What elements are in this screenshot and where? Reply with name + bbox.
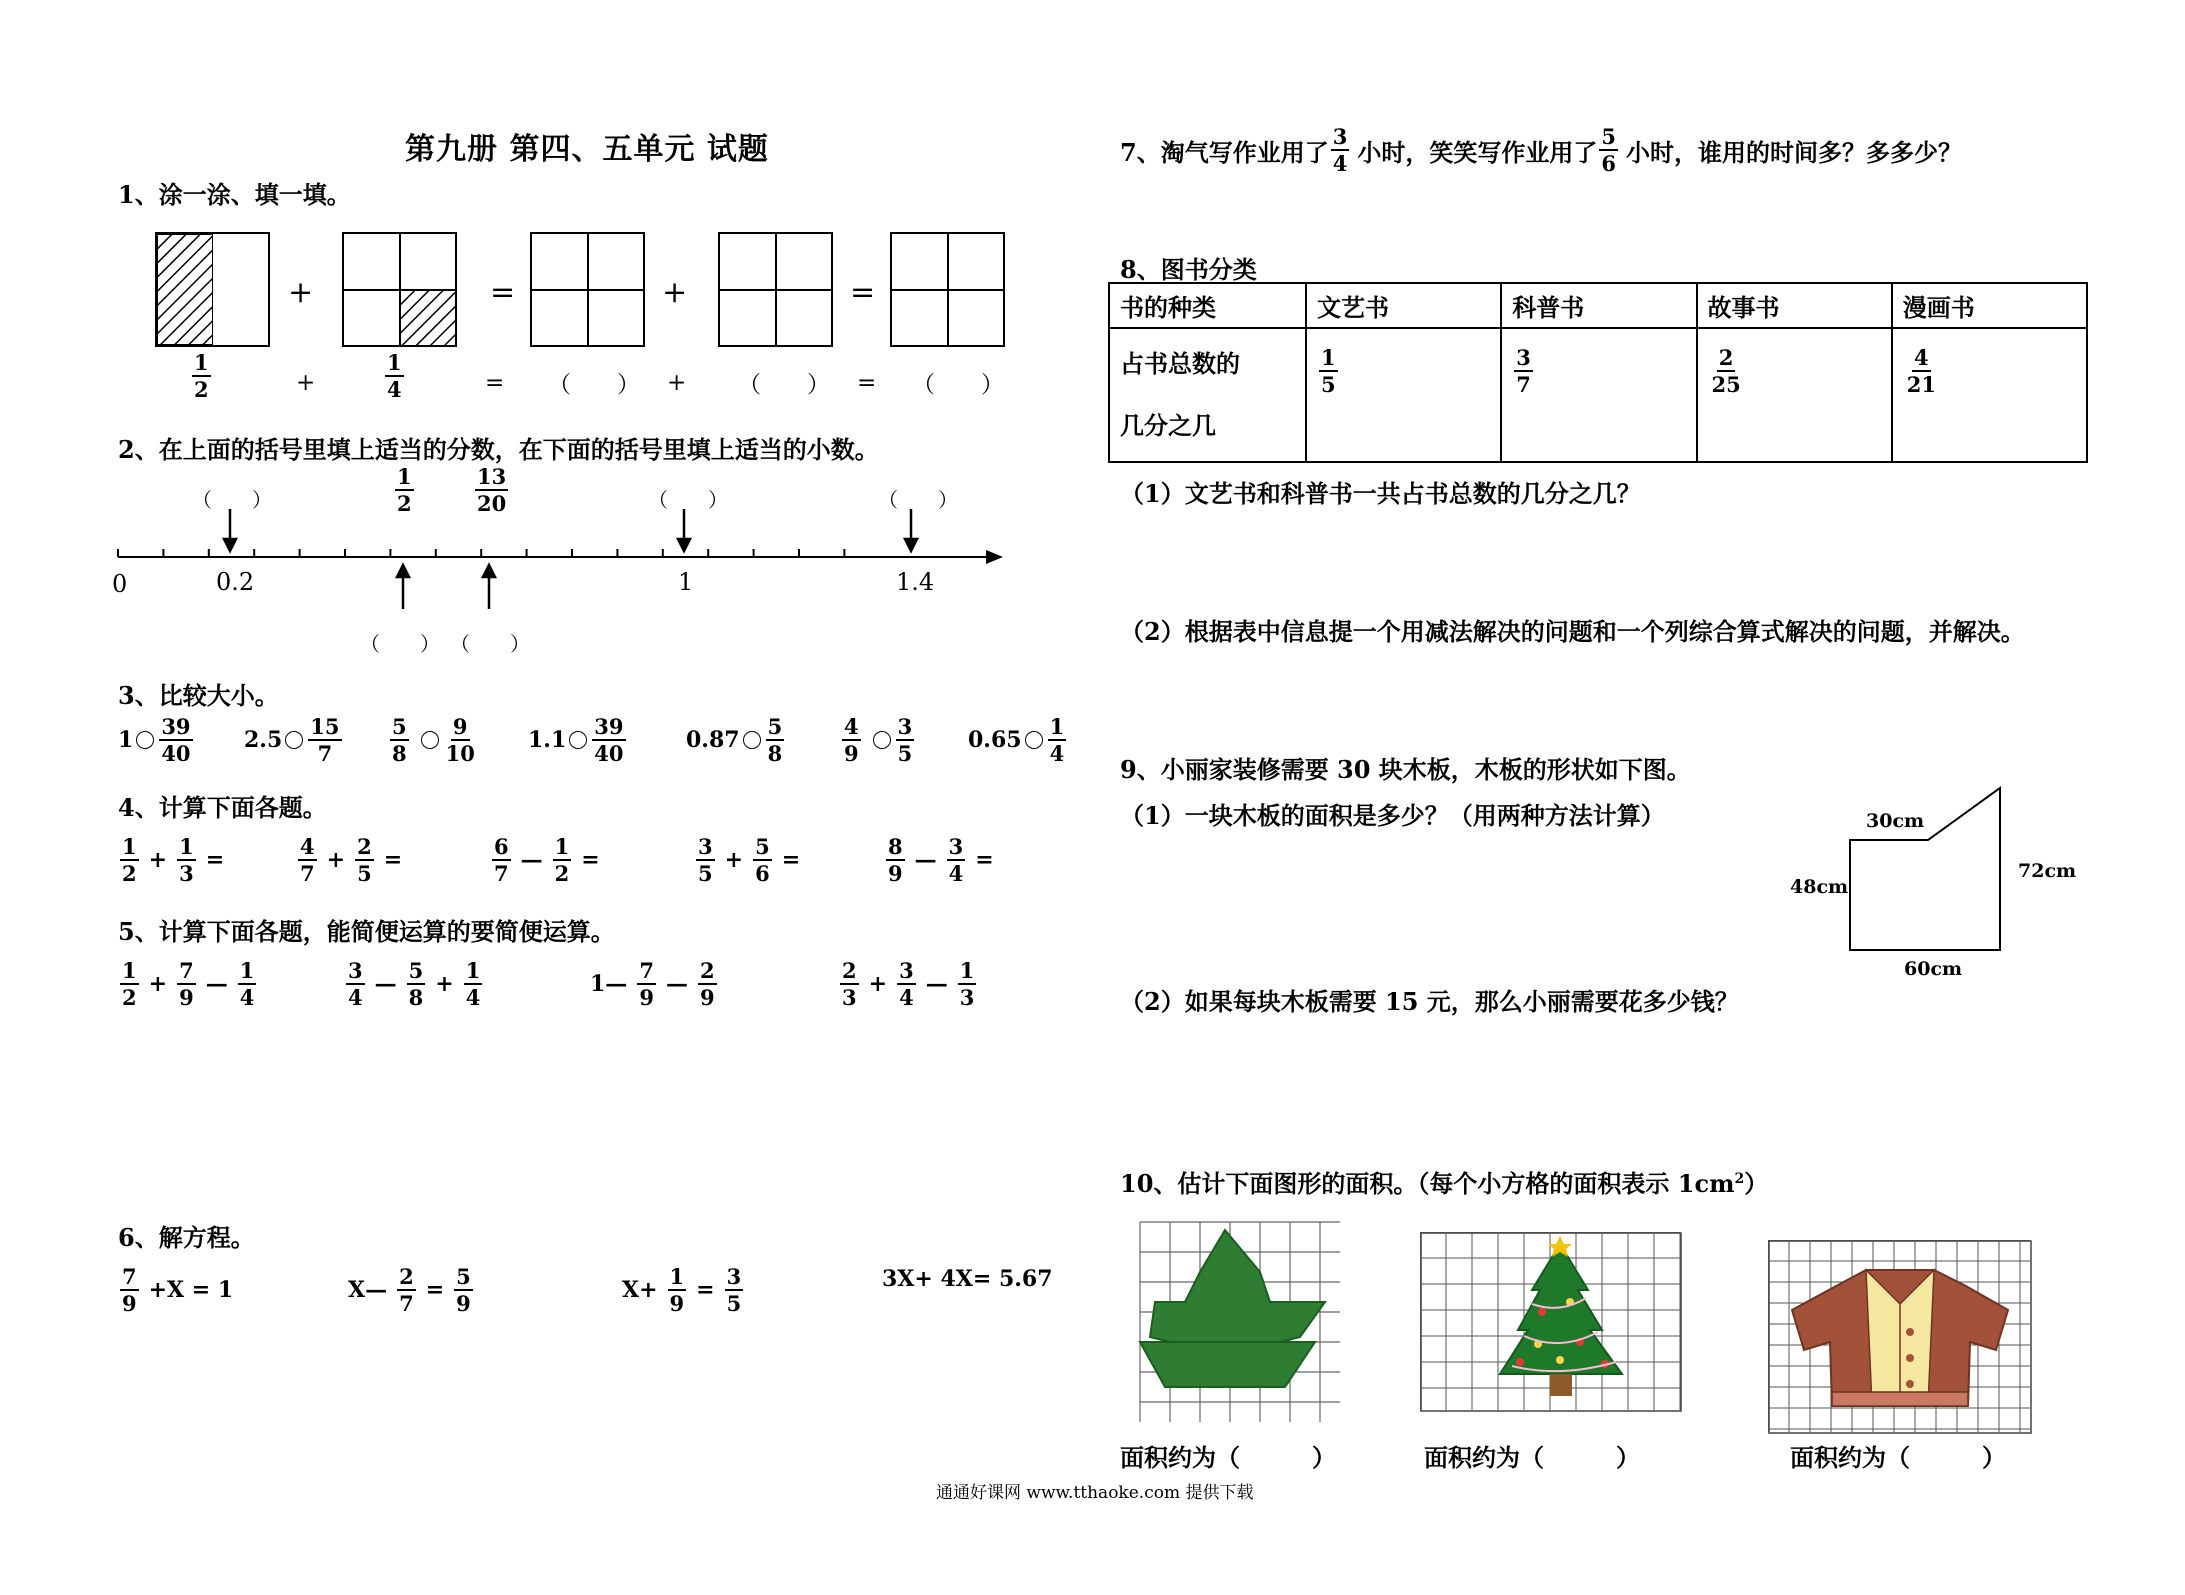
q1-hatch-quarter [400, 290, 456, 346]
q10-answer-2[interactable]: 面积约为（ ） [1424, 1443, 1640, 1472]
q1-frac-half: $\frac{1}{2}$ [194, 350, 209, 402]
expression-item[interactable]: $\frac{4}{7}$ + $\frac{2}{5}$ = [300, 834, 403, 886]
q3-label: 3、比较大小。 [118, 681, 279, 710]
ship-shape [1140, 1230, 1325, 1387]
q9-dim-top: 30cm [1866, 810, 1925, 832]
q9-sub1: （1）一块木板的面积是多少？（用两种方法计算） [1120, 801, 1665, 830]
q7-text: 7、淘气写作业用了 $\frac{3}{4}$ 小时，笑笑写作业用了 $\frac{5}{6}$ 小时，谁用的时间多？多多少？ [1120, 124, 1962, 176]
q10-tree-figure [1420, 1232, 1682, 1412]
footer-source: 通通好课网 www.tthaoke.com 提供下载 [936, 1483, 1254, 1503]
q2-top-blank-1[interactable]: （ ） [192, 488, 272, 512]
expression-item[interactable]: 1— $\frac{7}{9}$ — $\frac{2}{9}$ [590, 958, 715, 1010]
q2-top-blank-2[interactable]: （ ） [648, 488, 728, 512]
q8-label: 8、图书分类 [1120, 255, 1257, 284]
q3-item-4[interactable]: 1.1 $\frac{39}{40}$ [528, 714, 624, 766]
q10-label: 10、估计下面图形的面积。（每个小方格的面积表示 $1cm^2$） [1120, 1169, 1769, 1198]
q9-label: 9、小丽家装修需要 30 块木板，木板的形状如下图。 [1120, 755, 1691, 784]
q2-tick-0: 0 [112, 570, 128, 598]
q8-sub1: （1）文艺书和科普书一共占书总数的几分之几？ [1120, 479, 1641, 508]
q1-eq-2: = [850, 275, 876, 310]
q3-item-2[interactable]: 2.5 $\frac{15}{7}$ [244, 714, 340, 766]
page-title: 第九册 第四、五单元 试题 [405, 132, 769, 167]
q1-row-plus-2: + [667, 370, 687, 396]
table-header: 科普书 [1501, 283, 1696, 328]
q10-ship-figure [1130, 1212, 1350, 1432]
q1-blank-3[interactable]: （ ） [912, 372, 1004, 398]
q1-hatch-half [157, 234, 213, 345]
q1-box-5-h [890, 289, 1005, 291]
table-row-label: 占书总数的 几分之几 [1109, 328, 1306, 462]
q3-item-3[interactable]: $\frac{5}{8}$ $\frac{9}{10}$ [392, 714, 475, 766]
q1-eq-1: = [490, 275, 516, 310]
q1-blank-1[interactable]: （ ） [548, 372, 640, 398]
q9-dim-bottom: 60cm [1904, 958, 1963, 980]
q10-coat-figure [1768, 1240, 2032, 1434]
q9-board-shape [1848, 782, 2008, 952]
q6-label: 6、解方程。 [118, 1223, 255, 1252]
expression-item[interactable]: $\frac{6}{7}$ — $\frac{1}{2}$ = [494, 834, 600, 886]
q2-tick-02: 0.2 [216, 568, 255, 596]
expression-item[interactable]: X— $\frac{2}{7}$ = $\frac{5}{9}$ [348, 1264, 471, 1316]
table-header: 文艺书 [1306, 283, 1501, 328]
q1-box-3-h [530, 289, 645, 291]
table-cell: $\frac{2}{25}$ [1697, 328, 1892, 462]
q10-answer-1[interactable]: 面积约为（ ） [1120, 1443, 1336, 1472]
q1-blank-2[interactable]: （ ） [738, 372, 830, 398]
q2-number-line [110, 505, 1010, 615]
q3-item-1[interactable]: 1 $\frac{39}{40}$ [118, 714, 191, 766]
q1-frac-quarter: $\frac{1}{4}$ [387, 350, 402, 402]
q1-row-plus-1: + [296, 370, 316, 396]
q3-item-6[interactable]: $\frac{4}{9}$ $\frac{3}{5}$ [844, 714, 913, 766]
expression-item[interactable]: 3X+ 4X= 5.67 [882, 1266, 1053, 1292]
q1-plus-2: + [662, 275, 688, 310]
table-cell: $\frac{1}{5}$ [1306, 328, 1501, 462]
table-row [1109, 328, 2087, 462]
q2-frac-1320: $\frac{13}{20}$ [477, 464, 507, 516]
q2-tick-1: 1 [678, 568, 694, 596]
table-header-row [1109, 283, 2087, 328]
expression-item[interactable]: $\frac{3}{4}$ — $\frac{5}{8}$ + $\frac{1}{4}$ [348, 958, 481, 1010]
table-cell: $\frac{4}{21}$ [1892, 328, 2087, 462]
q2-bottom-blank-1[interactable]: （ ） [360, 632, 440, 656]
q4-label: 4、计算下面各题。 [118, 793, 327, 822]
q5-label: 5、计算下面各题，能简便运算的要简便运算。 [118, 917, 615, 946]
table-header: 漫画书 [1892, 283, 2087, 328]
q2-label: 2、在上面的括号里填上适当的分数，在下面的括号里填上适当的小数。 [118, 435, 879, 464]
q1-plus-1: + [288, 275, 314, 310]
table-cell: $\frac{3}{7}$ [1501, 328, 1696, 462]
expression-item[interactable]: $\frac{7}{9}$ +X = 1 [122, 1264, 234, 1316]
q1-box-4-h [718, 289, 833, 291]
q8-books-table [1108, 282, 2088, 463]
q10-answer-3[interactable]: 面积约为（ ） [1790, 1443, 2006, 1472]
q9-sub2: （2）如果每块木板需要 15 元，那么小丽需要花多少钱？ [1120, 987, 1739, 1016]
q2-frac-half: $\frac{1}{2}$ [397, 464, 412, 516]
expression-item[interactable]: X+ $\frac{1}{9}$ = $\frac{3}{5}$ [622, 1264, 742, 1316]
q1-row-eq-2: = [857, 370, 877, 396]
expression-item[interactable]: $\frac{2}{3}$ + $\frac{3}{4}$ — $\frac{1}{3}$ [842, 958, 975, 1010]
expression-item[interactable]: $\frac{8}{9}$ — $\frac{3}{4}$ = [888, 834, 994, 886]
expression-item[interactable]: $\frac{1}{2}$ + $\frac{7}{9}$ — $\frac{1}{4}$ [122, 958, 255, 1010]
q1-label: 1、涂一涂、填一填。 [118, 180, 351, 209]
q2-bottom-blank-2[interactable]: （ ） [450, 632, 530, 656]
q1-row-eq-1: = [485, 370, 505, 396]
q8-sub2: （2）根据表中信息提一个用减法解决的问题和一个列综合算式解决的问题，并解决。 [1120, 617, 2025, 646]
q2-top-blank-3[interactable]: （ ） [878, 488, 958, 512]
table-header: 故事书 [1697, 283, 1892, 328]
expression-item[interactable]: $\frac{3}{5}$ + $\frac{5}{6}$ = [698, 834, 801, 886]
q2-tick-14: 1.4 [896, 568, 935, 596]
q9-dim-left: 48cm [1790, 876, 1849, 898]
q3-item-7[interactable]: 0.65 $\frac{1}{4}$ [968, 714, 1065, 766]
table-header: 书的种类 [1109, 283, 1306, 328]
q9-dim-right: 72cm [2018, 860, 2077, 882]
q3-item-5[interactable]: 0.87 $\frac{5}{8}$ [686, 714, 783, 766]
expression-item[interactable]: $\frac{1}{2}$ + $\frac{1}{3}$ = [122, 834, 225, 886]
tree-shape [1500, 1244, 1622, 1374]
